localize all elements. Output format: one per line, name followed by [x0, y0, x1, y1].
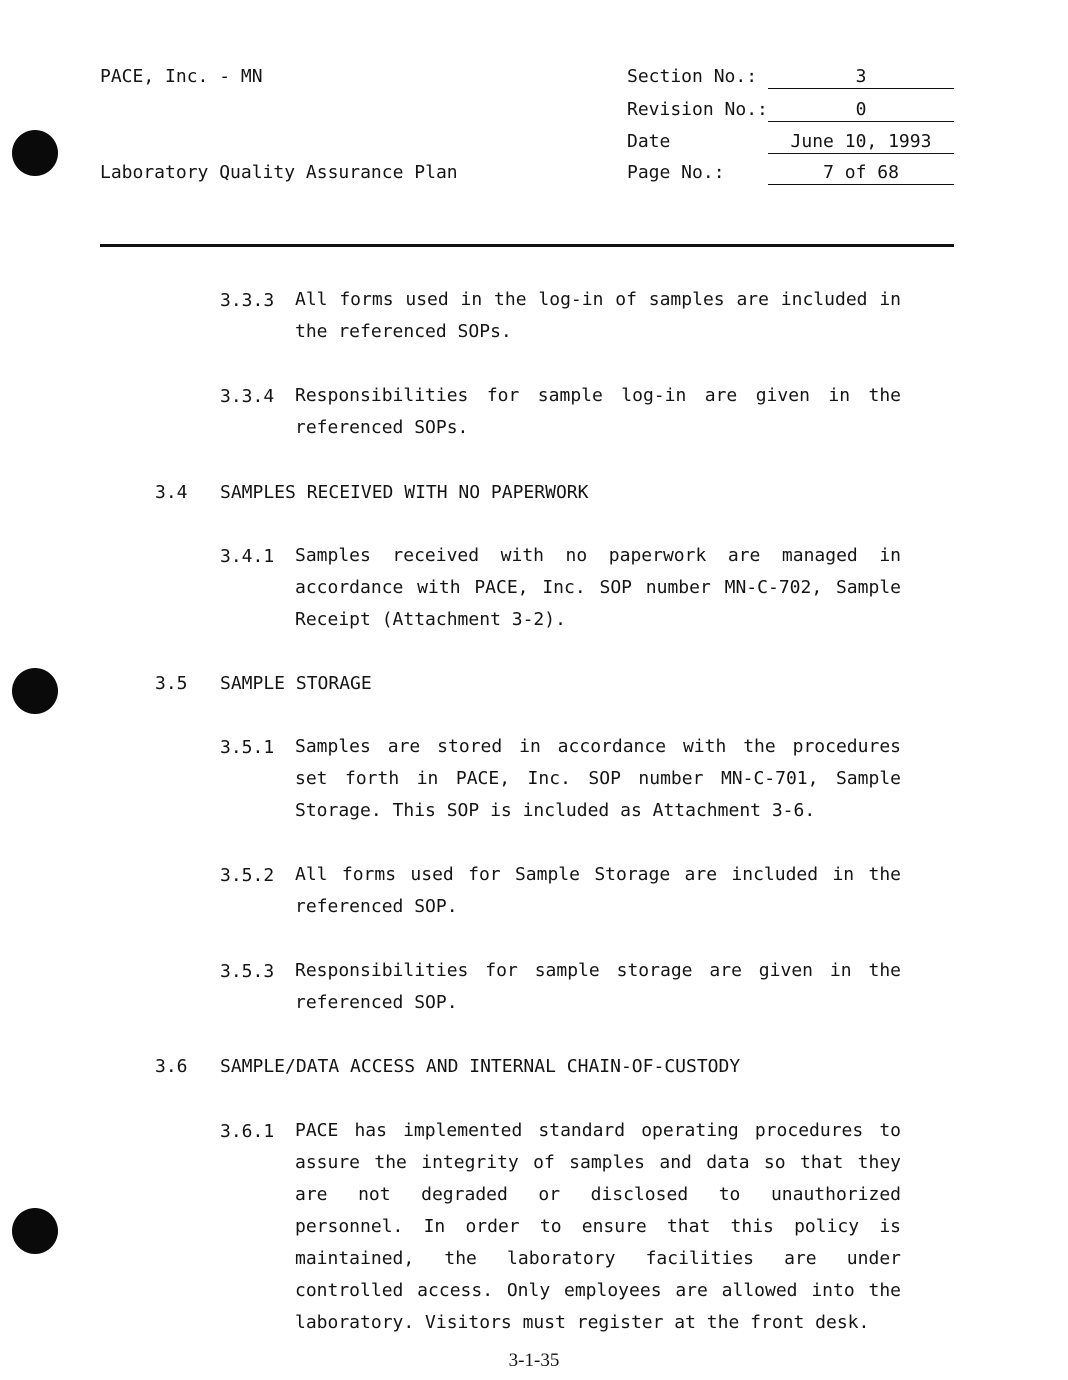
paragraph-line: referenced SOP.	[295, 896, 458, 917]
paragraph-line: All forms used in the log-in of samples are included in	[295, 289, 901, 310]
paragraph-line: personnel. In order to ensure that this policy is	[295, 1216, 901, 1237]
date-value: June 10, 1993	[768, 131, 954, 154]
header-rule	[100, 244, 954, 247]
paragraph-line: Samples received with no paperwork are managed in	[295, 545, 901, 566]
paragraph-3-5-3	[295, 955, 901, 1019]
paragraph-line: Samples are stored in accordance with the procedures	[295, 736, 901, 757]
section-number: 3.3.4	[220, 386, 275, 407]
paragraph-line: accordance with PACE, Inc. SOP number MN-C-702, Sample	[295, 577, 901, 598]
paragraph-3-6-1	[295, 1115, 901, 1339]
paragraph-line: are not degraded or disclosed to unauthorized	[295, 1184, 901, 1205]
revision-value: 0	[768, 99, 954, 122]
paragraph-line: assure the integrity of samples and data so that they	[295, 1152, 901, 1173]
section-heading: SAMPLE/DATA ACCESS AND INTERNAL CHAIN-OF-CUSTODY	[220, 1056, 741, 1077]
section-number: 3.5.1	[220, 737, 275, 758]
paragraph-3-5-2	[295, 859, 901, 923]
paragraph-line: set forth in PACE, Inc. SOP number MN-C-701, Sample	[295, 768, 901, 789]
page-label: Page No.:	[627, 162, 725, 183]
date-label: Date	[627, 131, 671, 152]
section-heading: SAMPLES RECEIVED WITH NO PAPERWORK	[220, 482, 589, 503]
paragraph-line: PACE has implemented standard operating procedures to	[295, 1120, 901, 1141]
paragraph-line: Storage. This SOP is included as Attachment 3-6.	[295, 800, 816, 821]
section-label: Section No.:	[627, 66, 758, 87]
section-number: 3.6.1	[220, 1121, 275, 1142]
punch-hole-middle	[12, 668, 58, 714]
section-number: 3.5	[155, 673, 188, 694]
paragraph-line: Receipt (Attachment 3-2).	[295, 609, 566, 630]
paragraph-line: the referenced SOPs.	[295, 321, 512, 342]
paragraph-line: Responsibilities for sample storage are given in the	[295, 960, 901, 981]
paragraph-line: All forms used for Sample Storage are included in the	[295, 864, 901, 885]
paragraph-line: Responsibilities for sample log-in are given in the	[295, 385, 901, 406]
section-number: 3.4.1	[220, 546, 275, 567]
paragraph-line: referenced SOP.	[295, 992, 458, 1013]
page-code: 3-1-35	[508, 1350, 560, 1371]
punch-hole-top	[12, 130, 58, 176]
paragraph-line: controlled access. Only employees are allowed into the	[295, 1280, 901, 1301]
section-heading: SAMPLE STORAGE	[220, 673, 372, 694]
paragraph-line: laboratory. Visitors must register at the front desk.	[295, 1312, 870, 1333]
paragraph-3-4-1	[295, 540, 901, 636]
paragraph-line: maintained, the laboratory facilities are under	[295, 1248, 901, 1269]
paragraph-line: referenced SOPs.	[295, 417, 469, 438]
section-number: 3.6	[155, 1056, 188, 1077]
revision-label: Revision No.:	[627, 99, 768, 120]
page-value: 7 of 68	[768, 162, 954, 185]
paragraph-3-3-3	[295, 284, 901, 348]
punch-hole-bottom	[12, 1208, 58, 1254]
section-number: 3.3.3	[220, 290, 275, 311]
section-number: 3.5.2	[220, 865, 275, 886]
paragraph-3-3-4	[295, 380, 901, 444]
section-number: 3.4	[155, 482, 188, 503]
paragraph-3-5-1	[295, 731, 901, 827]
section-number: 3.5.3	[220, 961, 275, 982]
plan-title: Laboratory Quality Assurance Plan	[100, 162, 458, 183]
org-name: PACE, Inc. - MN	[100, 66, 263, 87]
section-value: 3	[768, 66, 954, 89]
